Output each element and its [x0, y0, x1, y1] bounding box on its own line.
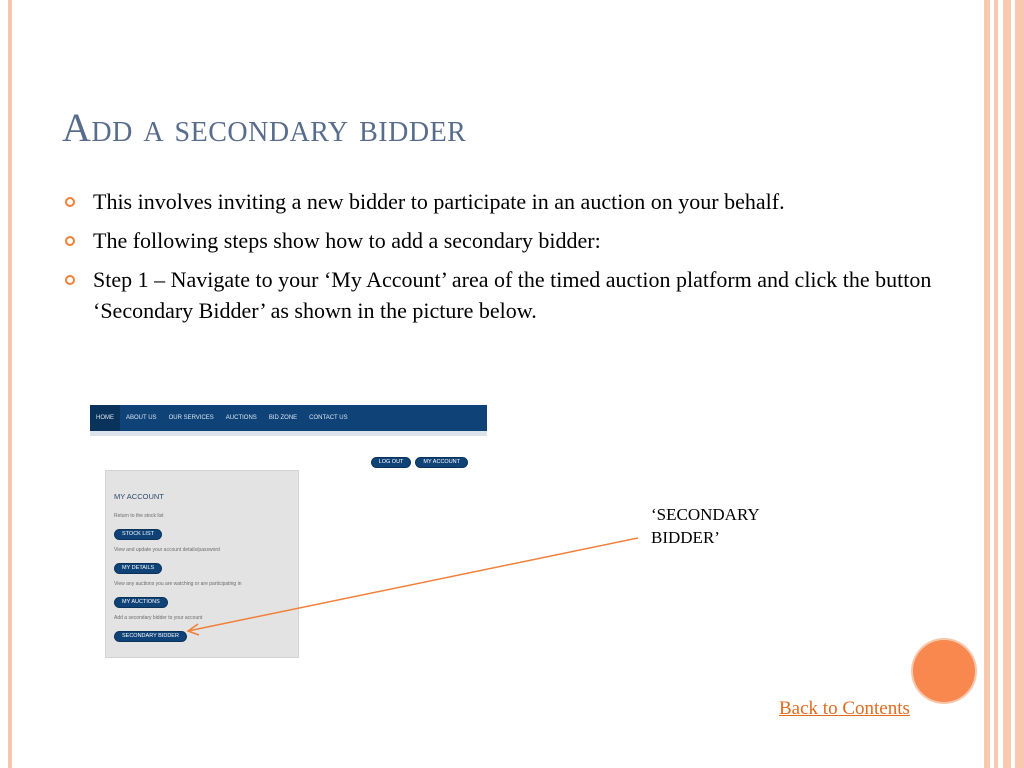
panel-row-description: View any auctions you are watching or are participating in	[114, 581, 242, 587]
panel-row-description: Return to the stock list	[114, 513, 164, 519]
secondary-bidder-button[interactable]: SECONDARY BIDDER	[114, 631, 187, 642]
nav-item-our-services[interactable]: OUR SERVICES	[168, 415, 214, 421]
bullet-text: Step 1 – Navigate to your ‘My Account’ area of the timed auction platform and click the button ‘Secondary Bidder’ as shown in the picture below.	[93, 267, 932, 323]
nav-item-about-us[interactable]: ABOUT US	[126, 415, 157, 421]
decorative-circle	[913, 640, 975, 702]
log-out-button[interactable]: LOG OUT	[371, 457, 412, 468]
bullet-text: This involves inviting a new bidder to participate in an auction on your behalf.	[93, 189, 785, 214]
panel-heading: MY ACCOUNT	[114, 492, 164, 501]
my-details-button[interactable]: MY DETAILS	[114, 563, 162, 574]
stock-list-button[interactable]: STOCK LIST	[114, 529, 162, 540]
callout-label: ‘SECONDARY BIDDER’	[651, 505, 760, 547]
my-account-button[interactable]: MY ACCOUNT	[415, 457, 468, 468]
slide-title: Add a secondary bidder	[62, 105, 467, 150]
nav-item-contact-us[interactable]: CONTACT US	[309, 415, 348, 421]
panel-row-description: Add a secondary bidder to your account	[114, 615, 203, 621]
bullet-text: The following steps show how to add a secondary bidder:	[93, 228, 601, 253]
nav-item-bid-zone[interactable]: BID ZONE	[268, 415, 298, 421]
arrow-line	[188, 538, 638, 631]
my-auctions-button[interactable]: MY AUCTIONS	[114, 597, 168, 608]
nav-item-auctions[interactable]: AUCTIONS	[225, 415, 257, 421]
nav-item-home[interactable]: HOME	[90, 405, 120, 431]
panel-row-description: View and update your account details/password	[114, 547, 220, 553]
back-to-contents-link[interactable]: Back to Contents	[779, 698, 910, 719]
